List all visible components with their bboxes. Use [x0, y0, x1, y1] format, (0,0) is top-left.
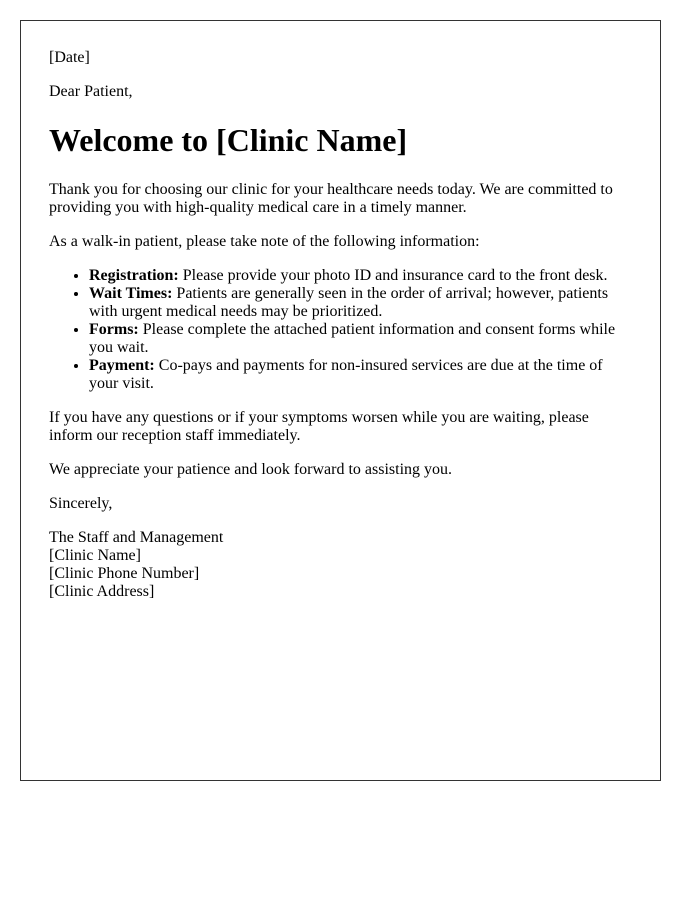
- list-item-payment: [89, 357, 632, 393]
- lead-in-paragraph: As a walk-in patient, please take note of the following information:: [49, 233, 480, 250]
- date-line: [Date]: [49, 49, 90, 66]
- letter-container: [20, 20, 661, 781]
- clinic-name: [Clinic Name]: [49, 547, 141, 564]
- list-item-forms: [89, 321, 632, 357]
- item-label: Payment:: [89, 357, 155, 374]
- info-list: [49, 267, 632, 393]
- item-text: Please provide your photo ID and insurance card to the front desk.: [178, 267, 608, 284]
- item-text: Patients are generally seen in the order of arrival; however, patients with urgent medical needs may be prioritized.: [89, 285, 609, 320]
- clinic-address: [Clinic Address]: [49, 583, 155, 600]
- salutation: Dear Patient,: [49, 83, 133, 100]
- item-label: Wait Times:: [89, 285, 173, 302]
- list-item-registration: [89, 267, 632, 285]
- item-text: Please complete the attached patient information and consent forms while you wait.: [89, 321, 616, 356]
- clinic-phone: [Clinic Phone Number]: [49, 565, 200, 582]
- questions-paragraph: If you have any questions or if your symptoms worsen while you are waiting, please inform our reception staff immediately.: [49, 409, 589, 444]
- item-label: Registration:: [89, 267, 179, 284]
- signature-line: The Staff and Management: [49, 529, 224, 546]
- closing: Sincerely,: [49, 495, 113, 512]
- item-label: Forms:: [89, 321, 139, 338]
- intro-paragraph: Thank you for choosing our clinic for your healthcare needs today. We are committed to providing you with high-quality medical care in a timely manner.: [49, 181, 613, 216]
- page-title: Welcome to [Clinic Name]: [49, 122, 408, 158]
- item-text: Co-pays and payments for non-insured services are due at the time of your visit.: [89, 357, 603, 392]
- appreciation-paragraph: We appreciate your patience and look forward to assisting you.: [49, 461, 453, 478]
- list-item-wait-times: [89, 285, 632, 321]
- signature-block: [49, 529, 632, 601]
